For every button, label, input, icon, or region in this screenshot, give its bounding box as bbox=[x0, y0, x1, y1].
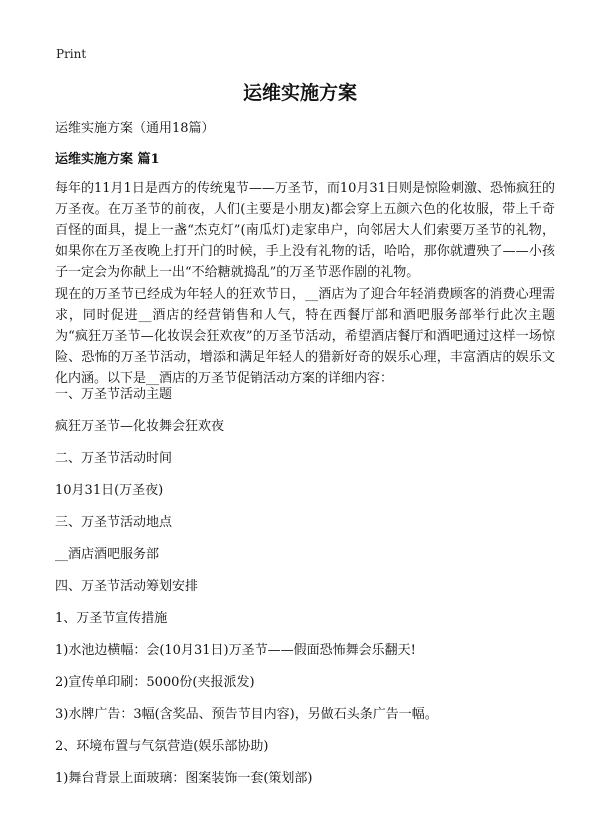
list-item: 2、环境布置与气氛营造(娱乐部协助) bbox=[55, 739, 269, 754]
list-item: 10月31日(万圣夜) bbox=[55, 483, 164, 498]
document-subtitle: 运维实施方案（通用18篇） bbox=[55, 121, 215, 136]
list-item: 3)水牌广告：3幅(含奖品、预告节目内容)，另做石头条广告一幅。 bbox=[55, 707, 438, 722]
list-item: 1、万圣节宣传措施 bbox=[55, 611, 168, 626]
paragraph: 现在的万圣节已经成为年轻人的狂欢节日，__酒店为了迎合年轻消费顾客的消费心理需求，同时促进__酒店的经营销售和人气，特在西餐厅部和酒吧服务部举行此次主题为“疯狂万圣节—化妆误会狂欢夜”的万圣节活动，希望酒店餐厅和酒吧通过这样一场惊险、恐怖的万圣节活动，增添和满足年轻人的猎新好奇的娱乐心理，丰富酒店的娱乐文化内涵。以下是__酒店的万圣节促销活动方案的详细内容： bbox=[55, 287, 555, 386]
paragraph: 每年的11月1日是西方的传统鬼节——万圣节，而10月31日则是惊险刺激、恐怖疯狂的万圣夜。在万圣节的前夜，人们(主要是小朋友)都会穿上五颜六色的化妆服，带上千奇百怪的面具，提上一盏“杰克灯”(南瓜灯)走家串户，向邻居大人们索要万圣节的礼物，如果你在万圣夜晚上打开门的时候，手上没有礼物的话，哈哈，那你就遭殃了——小孩子一定会为你献上一出“不给糖就捣乱”的万圣节恶作剧的礼物。 bbox=[55, 181, 555, 280]
print-label: Print bbox=[56, 47, 87, 61]
document-title: 运维实施方案 bbox=[242, 82, 357, 104]
list-item: 1)水池边横幅：会(10月31日)万圣节——假面恐怖舞会乐翻天! bbox=[55, 643, 416, 658]
list-item: 三、万圣节活动地点 bbox=[55, 515, 173, 530]
section-heading: 运维实施方案 篇1 bbox=[55, 152, 160, 167]
list-item: 疯狂万圣节—化妆舞会狂欢夜 bbox=[55, 419, 225, 434]
list-item: 2)宣传单印刷：5000份(夹报派发) bbox=[55, 675, 255, 690]
list-item: __酒店酒吧服务部 bbox=[55, 547, 160, 562]
list-item: 一、万圣节活动主题 bbox=[55, 387, 173, 402]
list-item: 二、万圣节活动时间 bbox=[55, 451, 173, 466]
list-item: 1)舞台背景上面玻璃：图案装饰一套(策划部) bbox=[55, 771, 313, 786]
list-item: 四、万圣节活动筹划安排 bbox=[55, 579, 199, 594]
